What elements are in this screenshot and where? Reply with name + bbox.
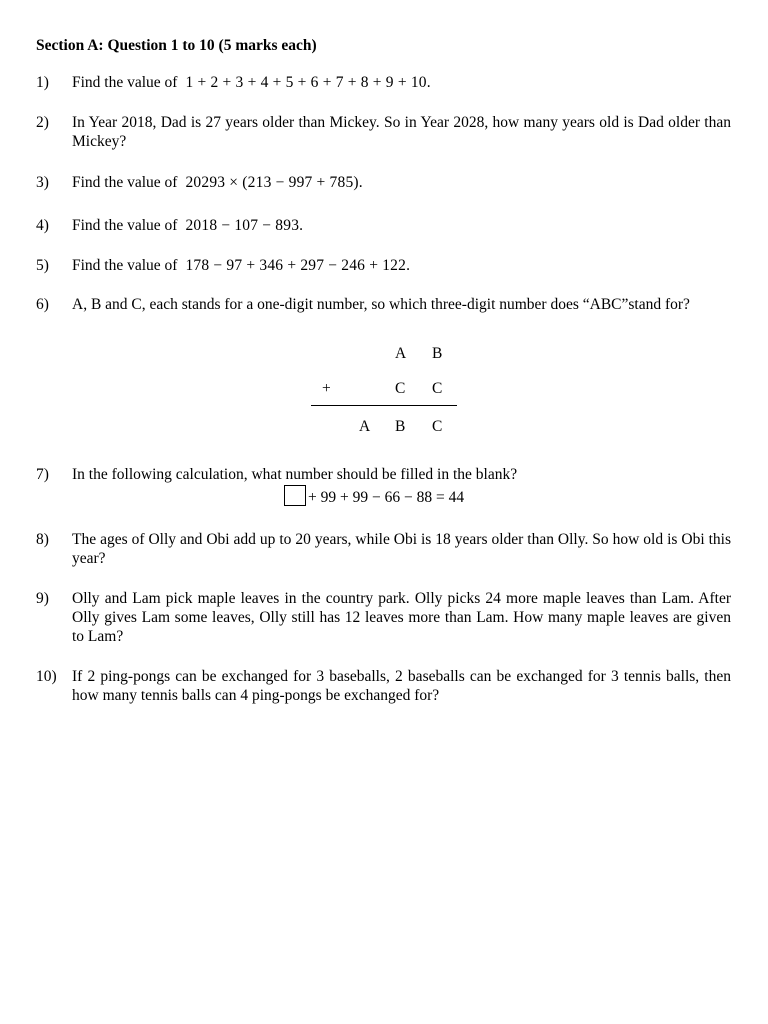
question-text: Olly and Lam pick maple leaves in the country park. Olly picks 24 more maple leaves than Lam. After Olly gives Lam some leaves, Olly still has 12 leaves more than Lam. How many maple leaves are given to Lam? (72, 590, 731, 645)
question-lead: Find the value of (72, 257, 178, 274)
question-7 (36, 465, 731, 484)
digit: A (359, 418, 371, 435)
question-number: 3) (36, 174, 49, 191)
math-expression: 20293 × (213 − 997 + 785) (185, 174, 359, 191)
question-text: A, B and C, each stands for a one-digit number, so which three-digit number does “ABC”stand for? (72, 296, 690, 313)
question-number: 5) (36, 257, 49, 274)
question-lead: Find the value of (72, 74, 178, 91)
digit: C (395, 380, 406, 397)
question-2 (36, 113, 731, 151)
question-text: In the following calculation, what number should be filled in the blank? (72, 466, 518, 483)
question-text: In Year 2018, Dad is 27 years older than Mickey. So in Year 2028, how many years old is Dad older than Mickey? (72, 114, 731, 150)
section-title: Section A: Question 1 to 10 (5 marks each) (36, 37, 317, 54)
question-5 (36, 256, 731, 275)
blank-equation (284, 485, 464, 507)
expression-end: . (426, 74, 431, 91)
question-4 (36, 216, 731, 235)
math-expression: 178 − 97 + 346 + 297 − 246 + 122 (185, 257, 407, 274)
question-number: 8) (36, 531, 49, 548)
sum-line (311, 405, 457, 406)
question-8 (36, 530, 731, 568)
column-addition (308, 340, 458, 440)
question-number: 10) (36, 668, 57, 685)
digit: B (432, 345, 443, 362)
question-number: 6) (36, 296, 49, 313)
question-number: 1) (36, 74, 49, 91)
question-1 (36, 73, 731, 92)
digit: C (432, 380, 443, 397)
expression-end: . (299, 217, 304, 234)
question-lead: Find the value of (72, 174, 178, 191)
question-text: The ages of Olly and Obi add up to 20 years, while Obi is 18 years older than Olly. So how old is Obi this year? (72, 531, 731, 567)
digit: C (432, 418, 443, 435)
expression-end: . (358, 174, 363, 191)
question-number: 4) (36, 217, 49, 234)
digit: A (395, 345, 407, 362)
question-6 (36, 295, 731, 314)
question-10 (36, 667, 731, 705)
answer-blank-box (284, 485, 306, 506)
plus-sign: + (322, 380, 331, 397)
math-expression: 1 + 2 + 3 + 4 + 5 + 6 + 7 + 8 + 9 + 10 (185, 74, 427, 91)
expression-end: . (406, 257, 410, 274)
question-3 (36, 173, 731, 192)
math-expression: 2018 − 107 − 893 (185, 217, 300, 234)
question-9 (36, 589, 731, 646)
question-number: 9) (36, 590, 49, 607)
digit: B (395, 418, 406, 435)
equation-text: + 99 + 99 − 66 − 88 = 44 (308, 489, 465, 506)
question-number: 2) (36, 114, 49, 131)
question-number: 7) (36, 466, 49, 483)
question-text: If 2 ping-pongs can be exchanged for 3 baseballs, 2 baseballs can be exchanged for 3 tennis balls, then how many tennis balls can 4 ping-pongs be exchanged for? (72, 668, 731, 704)
question-lead: Find the value of (72, 217, 178, 234)
